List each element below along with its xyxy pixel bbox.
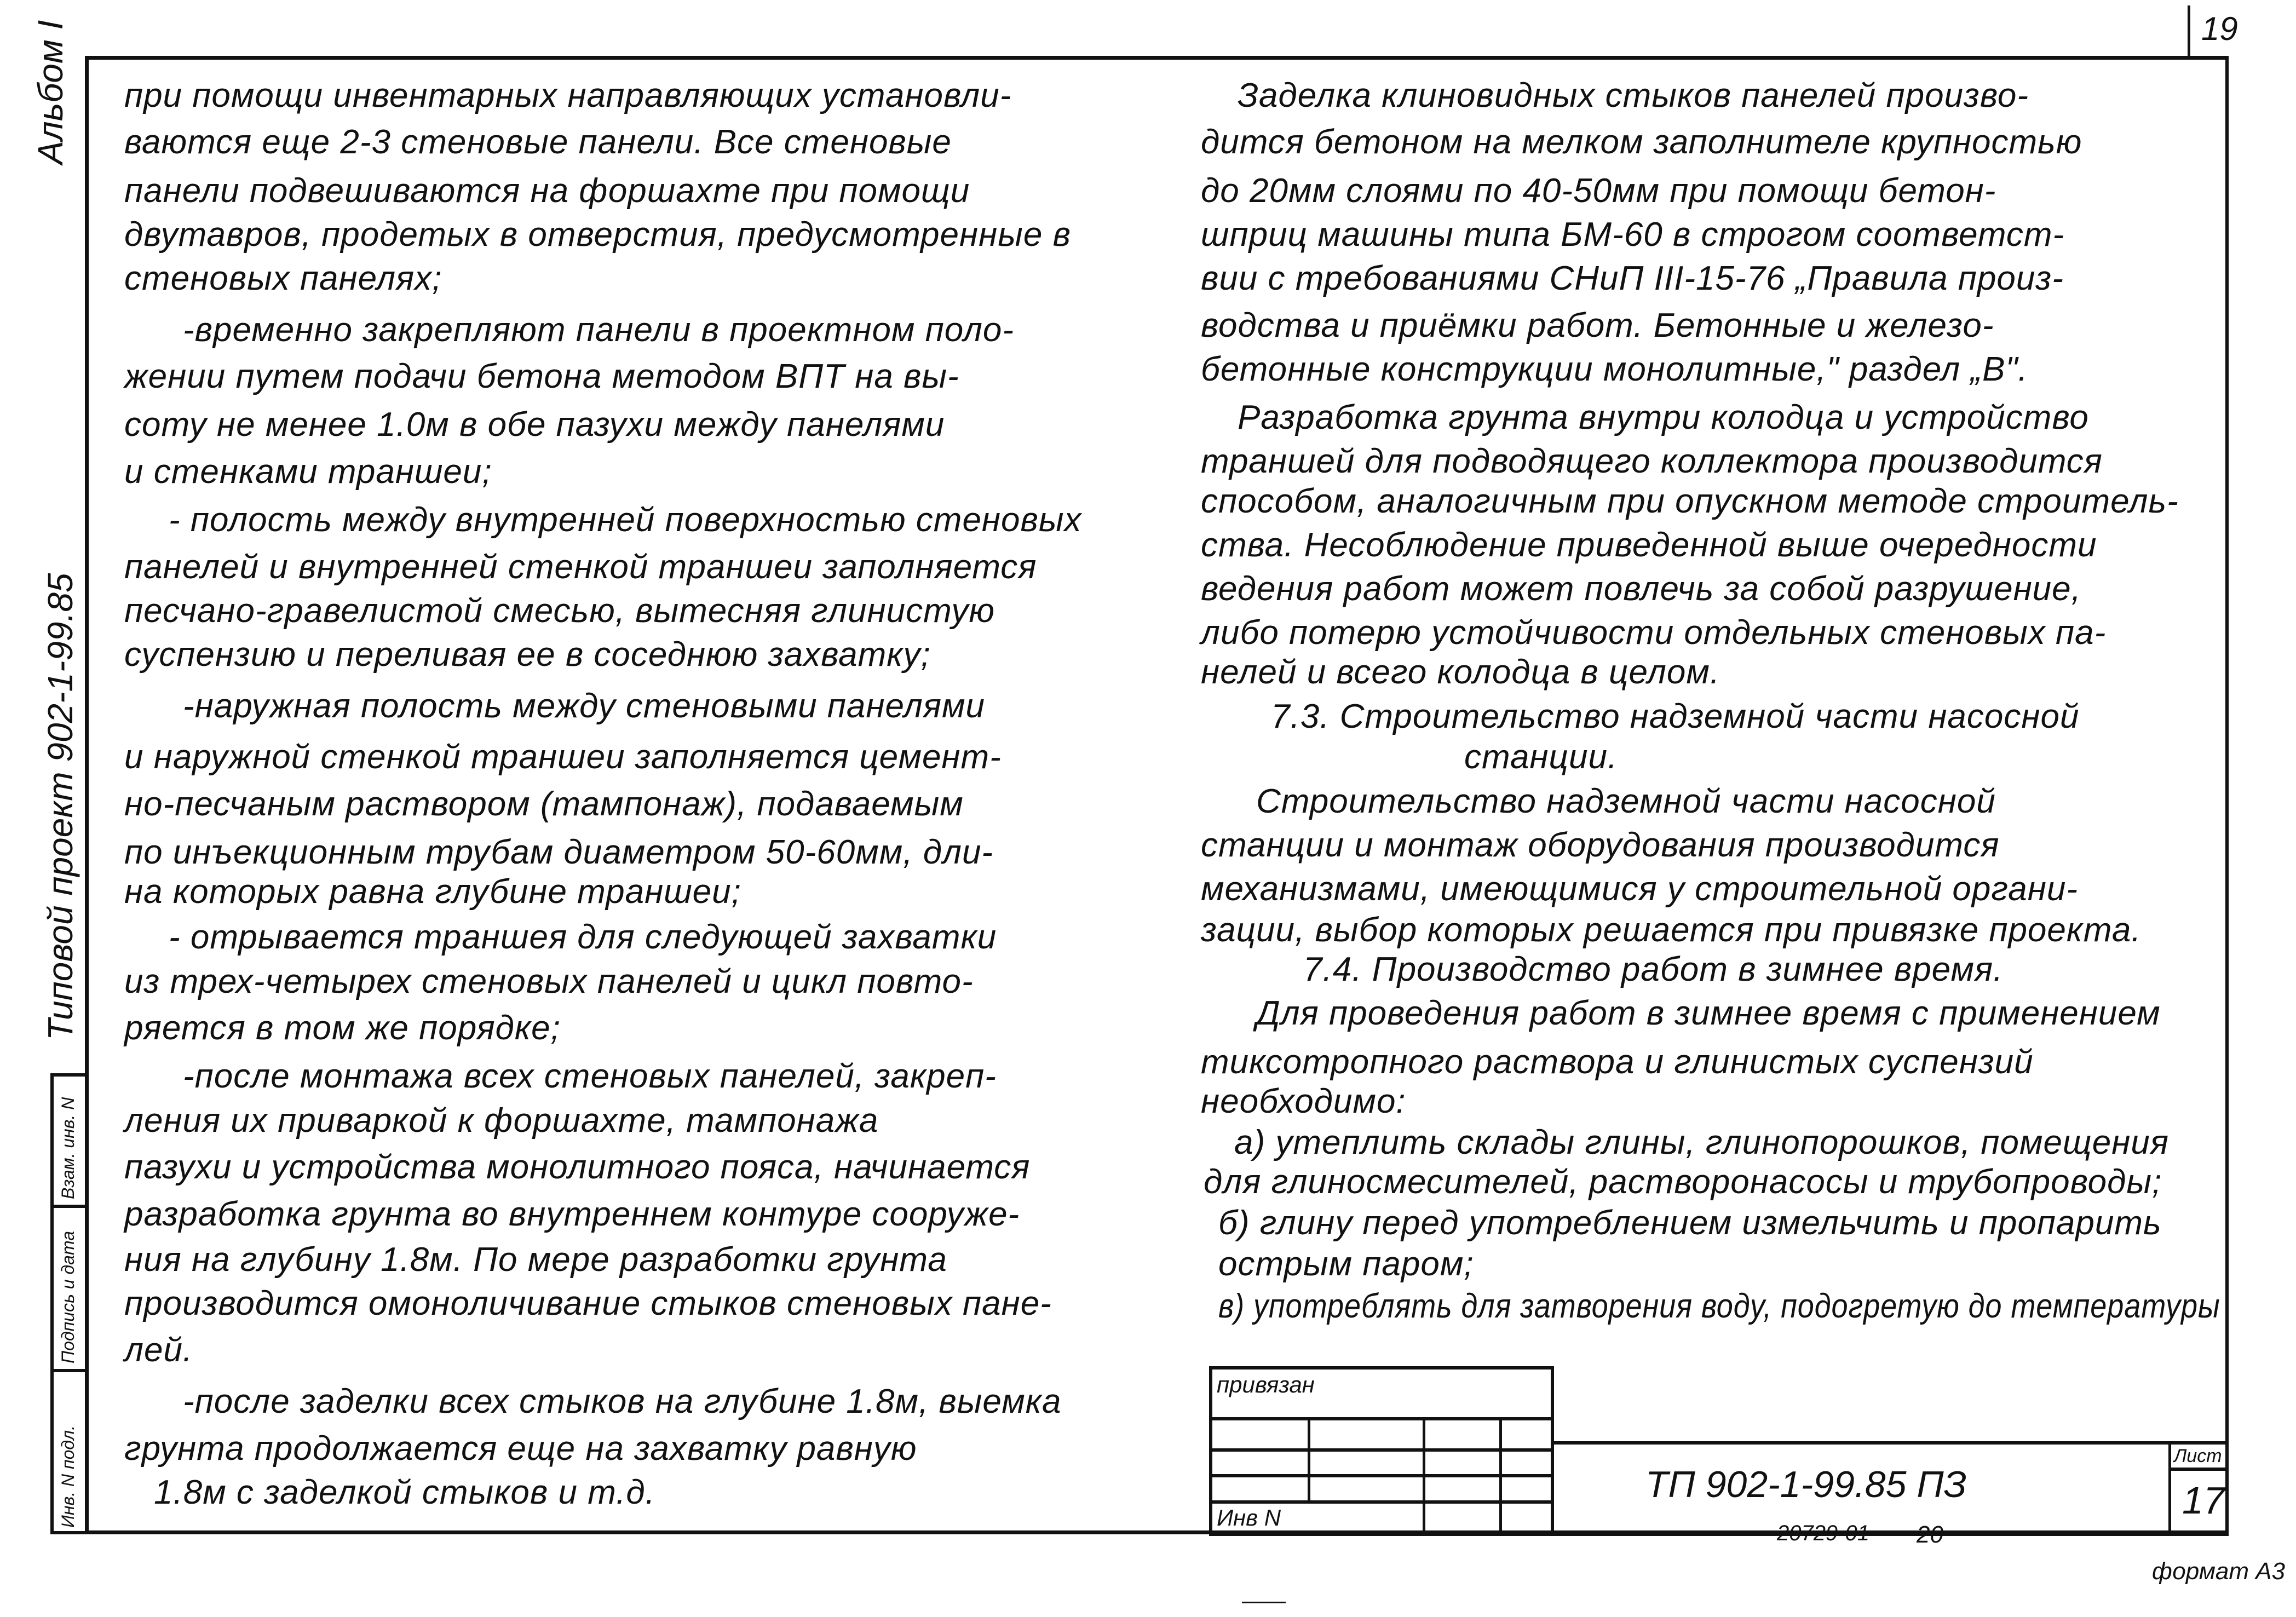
text-line: способом, аналогичным при опускном методе строитель- [1201, 482, 2179, 520]
text-line: вии с требованиями СНиП III-15-76 „Правила произ- [1201, 260, 2064, 297]
text-line: но-песчаным раствором (тампонаж), подаваемым [124, 785, 964, 823]
text-line: из трех-четырех стеновых панелей и цикл повто- [124, 963, 974, 1000]
text-line: -после заделки всех стыков на глубине 1.8м, выемка [183, 1383, 1062, 1420]
text-line: Строительство надземной части насосной [1256, 782, 1996, 820]
copy-number: 20 [1917, 1521, 1943, 1548]
text-line: -временно закрепляют панели в проектном поло- [183, 311, 1014, 349]
text-line: острым паром; [1218, 1245, 1474, 1283]
tb-line [1209, 1500, 1554, 1504]
text-line: а) утеплить склады глины, глинопорошков, помещения [1234, 1124, 2169, 1161]
paper-format: формат А3 [2152, 1558, 2286, 1585]
tb-line [1499, 1417, 1502, 1535]
tb-line [1209, 1474, 1554, 1477]
scan-mark [1242, 1602, 1286, 1603]
text-line: зации, выбор которых решается при привязке проекта. [1201, 911, 2142, 949]
tb-line [1209, 1417, 1554, 1420]
page-number-divider [2188, 5, 2190, 57]
text-line: 1.8м с заделкой стыков и т.д. [154, 1474, 655, 1511]
text-line: двутавров, продетых в отверстия, предусмотренные в [124, 216, 1071, 254]
text-line: суспензию и переливая ее в соседнюю захватку; [124, 636, 931, 674]
text-line: станции. [1464, 738, 1618, 776]
text-line: б) глину перед употреблением измельчить и пропарить [1218, 1204, 2162, 1242]
text-line: ваются еще 2-3 стеновые панели. Все стеновые [124, 123, 952, 161]
text-line: при помощи инвентарных направляющих установли- [124, 77, 1012, 114]
stamp-cell-inv-original: Инв. N подл. [58, 1425, 78, 1528]
order-number: 20729-01 [1777, 1521, 1870, 1545]
text-line: бетонные конструкции монолитные," раздел „В". [1201, 350, 2028, 388]
text-line: производится омоноличивание стыков стеновых пане- [124, 1285, 1052, 1322]
text-line: грунта продолжается еще на захватку равную [124, 1430, 917, 1468]
inv-label: Инв N [1217, 1505, 1281, 1530]
text-line: разработка грунта во внутреннем контуре сооруже- [124, 1195, 1020, 1233]
document-designation: ТП 902-1-99.85 ПЗ [1645, 1464, 1967, 1505]
tb-line [2168, 1468, 2229, 1471]
text-line: для глиносмесителей, растворонасосы и трубопроводы; [1204, 1163, 2162, 1201]
text-line: ния на глубину 1.8м. По мере разработки грунта [124, 1241, 947, 1279]
stamp-divider [50, 1369, 89, 1372]
sheet-number: 17 [2182, 1479, 2225, 1522]
text-line: по инъекционным трубам диаметром 50-60мм, дли- [124, 833, 994, 871]
text-line: ства. Несоблюдение приведенной выше очередности [1201, 526, 2097, 564]
text-line: ления их приваркой к форшахте, тампонажа [124, 1102, 879, 1140]
project-label: Типовой проект 902-1-99.85 [41, 573, 80, 1040]
text-line: 7.3. Строительство надземной части насосной [1271, 698, 2080, 735]
page-number: 19 [2201, 10, 2238, 47]
text-line: Для проведения работ в зимнее время с применением [1256, 994, 2161, 1032]
tb-line [1308, 1417, 1310, 1502]
text-line: в) употреблять для затворения воду, подогретую до температуры [1218, 1287, 2220, 1325]
stamp-cell-signature-date: Подпись и дата [58, 1230, 78, 1363]
text-line: необходимо: [1201, 1083, 1406, 1120]
text-line: станции и монтаж оборудования производится [1201, 826, 2000, 864]
text-line: механизмами, имеющимися у строительной органи- [1201, 870, 2078, 908]
stamp-divider [50, 1205, 89, 1208]
tb-line [1423, 1417, 1425, 1535]
text-line: траншей для подводящего коллектора производится [1201, 442, 2103, 480]
text-line: соту не менее 1.0м в обе пазухи между панелями [124, 406, 945, 444]
text-line: лей. [124, 1331, 193, 1369]
text-line: до 20мм слоями по 40-50мм при помощи бетон- [1201, 172, 1996, 210]
text-line: пазухи и устройства монолитного пояса, начинается [124, 1148, 1031, 1186]
text-line: тиксотропного раствора и глинистых суспензий [1201, 1043, 2034, 1081]
text-line: либо потерю устойчивости отдельных стеновых па- [1201, 614, 2107, 652]
text-line: жении путем подачи бетона методом ВПТ на вы- [124, 358, 959, 395]
text-line: стеновых панелях; [124, 260, 442, 297]
text-line: шприц машины типа БМ-60 в строгом соответст- [1201, 216, 2065, 254]
text-line: -наружная полость между стеновыми панелями [183, 687, 986, 725]
text-line: - отрывается траншея для следующей захватки [169, 918, 997, 956]
text-line: - полость между внутренней поверхностью стеновых [169, 501, 1082, 539]
text-line: дится бетоном на мелком заполнителе крупностью [1201, 123, 2082, 161]
text-line: ведения работ может повлечь за собой разрушение, [1201, 570, 2081, 608]
text-line: водства и приёмки работ. Бетонные и железо- [1201, 307, 1994, 344]
text-line: -после монтажа всех стеновых панелей, закреп- [183, 1057, 997, 1095]
text-line: Заделка клиновидных стыков панелей произво- [1238, 77, 2029, 114]
text-line: и наружной стенкой траншеи заполняется цемент- [124, 738, 1002, 776]
text-line: на которых равна глубине траншеи; [124, 873, 741, 911]
tb-line [1209, 1448, 1554, 1452]
sheet-label: Лист [2174, 1446, 2222, 1466]
text-line: панелей и внутренней стенкой траншеи заполняется [124, 548, 1037, 586]
text-line: Разработка грунта внутри колодца и устройство [1238, 399, 2089, 436]
text-line: песчано-гравелистой смесью, вытесняя глинистую [124, 592, 995, 630]
text-line: нелей и всего колодца в целом. [1201, 653, 1720, 691]
tb-line [2168, 1441, 2171, 1536]
attached-label: привязан [1217, 1372, 1315, 1397]
text-line: и стенками траншеи; [124, 453, 492, 491]
text-line: ряется в том же порядке; [124, 1009, 561, 1047]
album-label: Альбом I [31, 20, 70, 164]
text-line: панели подвешиваются на форшахте при помощи [124, 172, 970, 210]
stamp-cell-replace-inv: Взам. инв. N [58, 1097, 78, 1199]
text-line: 7.4. Производство работ в зимнее время. [1303, 951, 2004, 988]
